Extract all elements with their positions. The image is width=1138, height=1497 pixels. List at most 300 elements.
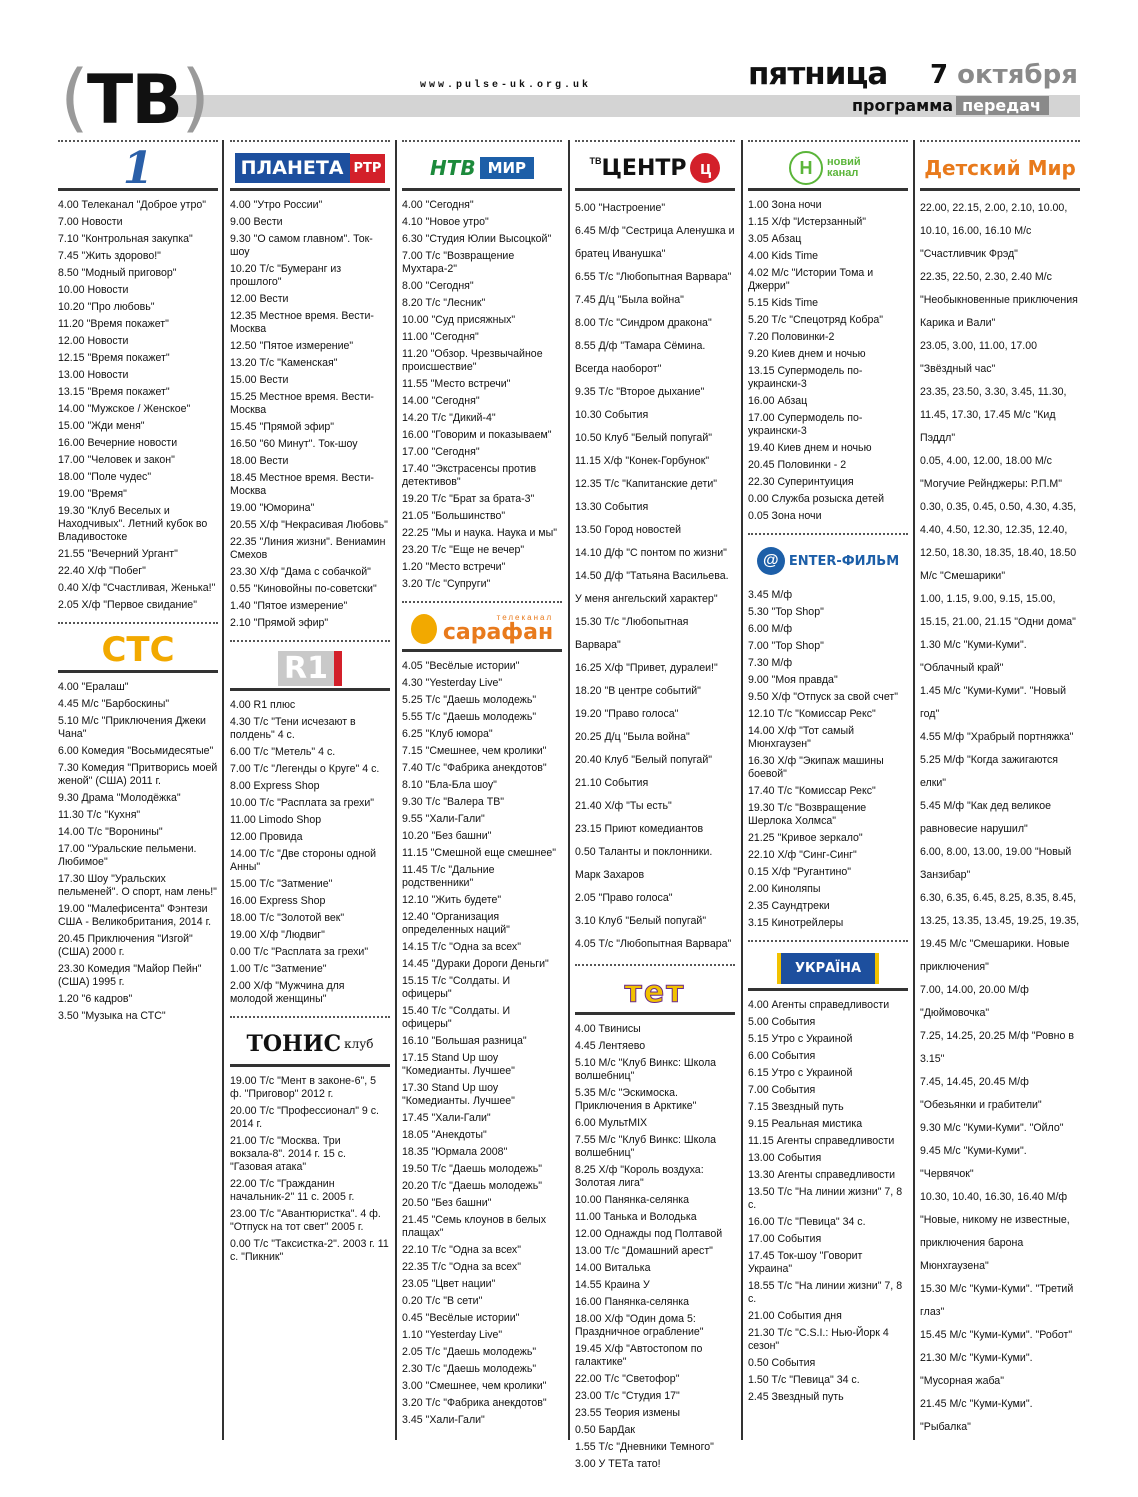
list-item: 16.00 Абзац bbox=[748, 395, 808, 407]
list-item: 14.00 Виталька bbox=[575, 1262, 651, 1274]
list-item: 1.00, 1.15, 9.00, 9.15, 15.00, 15.15, 21.00, 21.15 "Одни дома" bbox=[920, 593, 1076, 628]
list-item: 0.15 Х/ф "Ругантино" bbox=[748, 866, 851, 878]
channel-logo-perviy bbox=[58, 142, 218, 194]
channel-logo-planeta bbox=[230, 148, 390, 191]
list-item: 8.10 "Бла-Бла шоу" bbox=[402, 779, 497, 791]
list-item: 4.00 "Ералаш" bbox=[58, 681, 129, 693]
list-item: 10.00 Новости bbox=[58, 284, 129, 296]
list-item: 4.00 R1 плюс bbox=[230, 699, 296, 711]
list-item: 5.45 М/ф "Как дед великое равновесие нарушил" bbox=[920, 800, 1052, 835]
list-item: 3.20 Т/с "Фабрика анекдотов" bbox=[402, 1397, 547, 1409]
list-item: 7.00 "Top Shop" bbox=[748, 640, 824, 652]
list-item: 11.55 "Место встречи" bbox=[402, 378, 511, 390]
list-item: 10.30 События bbox=[575, 409, 649, 421]
r1-logo-text: R1 bbox=[278, 651, 342, 686]
list-item: 17.40 "Экстрасенсы против детективов" bbox=[402, 463, 537, 488]
list-item: 13.20 Т/с "Каменская" bbox=[230, 357, 338, 369]
list-item: 4.55 М/ф "Храбрый портняжка" bbox=[920, 731, 1074, 743]
list-item: 23.35, 23.50, 3.30, 3.45, 11.30, 11.45, 17.30, 17.45 М/с "Кид Пэддл" bbox=[920, 386, 1067, 444]
list-item: 5.10 М/с "Приключения Джеки Чана" bbox=[58, 715, 206, 740]
list-item: 7.15 Звездный путь bbox=[748, 1101, 844, 1113]
list-item: 2.00 Киноляпы bbox=[748, 883, 821, 895]
list-item: 4.05 Т/с "Любопытная Варвара" bbox=[575, 938, 732, 950]
list-item: 5.25 М/ф "Когда зажигаются елки" bbox=[920, 754, 1058, 789]
planeta-logo-text: ПЛАНЕТА bbox=[235, 153, 350, 183]
list-item: 6.00 М/ф bbox=[748, 623, 793, 635]
list-item: 7.20 Половинки-2 bbox=[748, 331, 835, 343]
list-item: 13.15 "Время покажет" bbox=[58, 386, 170, 398]
list-item: 23.00 Т/с "Студия 17" bbox=[575, 1390, 680, 1402]
list-item: 9.15 Реальная мистика bbox=[748, 1118, 863, 1130]
list-item: 9.50 Х/ф "Отпуск за свой счет" bbox=[748, 691, 898, 703]
list-item: 20.40 Клуб "Белый попугай" bbox=[575, 754, 713, 766]
channel-logo-sarafan bbox=[402, 609, 562, 652]
sts-logo-text: СТС bbox=[101, 630, 175, 670]
list-item: 2.45 Звездный путь bbox=[748, 1391, 844, 1403]
list-item: 3.45 "Хали-Гали" bbox=[402, 1414, 485, 1426]
list-item: 16.00 "Говорим и показываем" bbox=[402, 429, 552, 441]
list-item: 3.50 "Музыка на СТС" bbox=[58, 1010, 166, 1022]
list-item: 23.55 Теория измены bbox=[575, 1407, 681, 1419]
centr-circle-icon: ц bbox=[690, 153, 720, 183]
list-item: 7.55 М/с "Клуб Винкс: Школа волшебниц" bbox=[575, 1134, 717, 1159]
detskiy-mir-logo-text: Детский Мир bbox=[924, 156, 1076, 180]
list-item: 20.00 Т/с "Профессионал" 9 с. 2014 г. bbox=[230, 1105, 379, 1130]
column-planeta bbox=[230, 140, 390, 1440]
list-item: 21.25 "Кривое зеркало" bbox=[748, 832, 863, 844]
list-item: 14.20 Т/с "Дикий-4" bbox=[402, 412, 496, 424]
list-item: 19.00 Т/с "Мент в законе-6", 5 ф. "Приговор" 2012 г. bbox=[230, 1075, 377, 1100]
list-item: 18.00 "Поле чудес" bbox=[58, 471, 152, 483]
list-item: 0.05, 4.00, 12.00, 18.00 М/с "Могучие Рейнджеры: Р.П.М" bbox=[920, 455, 1062, 490]
list-item: 7.45 "Жить здорово!" bbox=[58, 250, 161, 262]
list-item: 9.30 Драма "Молодёжка" bbox=[58, 792, 181, 804]
list-item: 4.45 Лентяево bbox=[575, 1040, 646, 1052]
list-item: 23.15 Приют комедиантов bbox=[575, 823, 704, 835]
list-item: 21.45 "Семь клоунов в белых плащах" bbox=[402, 1214, 547, 1239]
list-item: 23.20 Т/с "Еще не вечер" bbox=[402, 544, 525, 556]
list-item: 6.15 Утро с Украиной bbox=[748, 1067, 853, 1079]
list-item: 7.45 Д/ц "Была война" bbox=[575, 294, 684, 306]
list-item: 13.15 Супермодель по-украински-3 bbox=[748, 365, 863, 390]
list-item: 16.30 Х/ф "Экипаж машины боевой" bbox=[748, 755, 884, 780]
list-item: 22.10 Т/с "Одна за всех" bbox=[402, 1244, 521, 1256]
tv-centr-logo-text: ЦЕНТР bbox=[601, 155, 687, 181]
list-item: 2.35 Саундтреки bbox=[748, 900, 830, 912]
perviy-logo-text: 1 bbox=[122, 142, 154, 194]
list-item: 13.30 Агенты справедливости bbox=[748, 1169, 896, 1181]
list-item: 20.45 Половинки - 2 bbox=[748, 459, 847, 471]
list-item: 17.30 Stand Up шоу "Комедианты. Лучшее" bbox=[402, 1082, 515, 1107]
noviy-circle-icon: Н bbox=[789, 151, 823, 185]
list-item: 10.20 Т/с "Бумеранг из прошлого" bbox=[230, 263, 342, 288]
schedule-list-planeta bbox=[230, 197, 390, 632]
list-item: 17.00 "Сегодня" bbox=[402, 446, 480, 458]
schedule-list-sts bbox=[58, 679, 218, 1025]
list-item: 7.00 Новости bbox=[58, 216, 123, 228]
list-item: 3.00 "Смешнее, чем кролики" bbox=[402, 1380, 547, 1392]
list-item: 17.00 Супермодель по-украински-3 bbox=[748, 412, 863, 437]
list-item: 14.00 "Сегодня" bbox=[402, 395, 480, 407]
list-item: 19.00 Х/ф "Людвиг" bbox=[230, 929, 325, 941]
list-item: 1.20 "6 кадров" bbox=[58, 993, 133, 1005]
list-item: 9.55 "Хали-Гали" bbox=[402, 813, 485, 825]
list-item: 21.40 Х/ф "Ты есть" bbox=[575, 800, 672, 812]
list-item: 5.30 "Top Shop" bbox=[748, 606, 824, 618]
list-item: 10.50 Клуб "Белый попугай" bbox=[575, 432, 713, 444]
list-item: 15.15 Т/с "Солдаты. И офицеры" bbox=[402, 975, 511, 1000]
list-item: 13.50 Т/с "На линии жизни" 7, 8 с. bbox=[748, 1186, 903, 1211]
list-item: 7.40 Т/с "Фабрика анекдотов" bbox=[402, 762, 547, 774]
list-item: 1.40 "Пятое измерение" bbox=[230, 600, 348, 612]
list-item: 17.00 "Уральские пельмени. Любимое" bbox=[58, 843, 197, 868]
date-label: 7 октября bbox=[930, 60, 1078, 90]
list-item: 5.15 Kids Time bbox=[748, 297, 819, 309]
list-item: 12.15 "Время покажет" bbox=[58, 352, 170, 364]
list-item: 12.35 Местное время. Вести-Москва bbox=[230, 310, 374, 335]
list-item: 5.55 Т/с "Даешь молодежь" bbox=[402, 711, 537, 723]
list-item: 11.20 "Время покажет" bbox=[58, 318, 169, 330]
tet-logo-text: тет bbox=[624, 974, 686, 1010]
list-item: 21.55 "Вечерний Ургант" bbox=[58, 548, 178, 560]
list-item: 2.10 "Прямой эфир" bbox=[230, 617, 329, 629]
sarafan-logo-sub: телеканал bbox=[496, 613, 554, 622]
list-item: 16.00 Вечерние новости bbox=[58, 437, 178, 449]
list-item: 11.45 Т/с "Дальние родственники" bbox=[402, 864, 495, 889]
list-item: 7.00, 14.00, 20.00 М/ф "Дюймовочка" bbox=[920, 984, 1029, 1019]
list-item: 16.00 Т/с "Певица" 34 с. bbox=[748, 1216, 866, 1228]
list-item: 18.05 "Анекдоты" bbox=[402, 1129, 487, 1141]
list-item: 0.50 События bbox=[748, 1357, 816, 1369]
list-item: 9.30 "О самом главном". Ток-шоу bbox=[230, 233, 373, 258]
column-divider bbox=[222, 140, 224, 1440]
list-item: 3.05 Абзац bbox=[748, 233, 802, 245]
list-item: 5.00 "Настроение" bbox=[575, 202, 666, 214]
list-item: 4.30 "Yesterday Live" bbox=[402, 677, 503, 689]
list-item: 18.00 Х/ф "Один дома 5: Праздничное ограбление" bbox=[575, 1313, 704, 1338]
list-item: 23.05 "Цвет нации" bbox=[402, 1278, 496, 1290]
list-item: 5.35 М/с "Эскимоска. Приключения в Арктике" bbox=[575, 1087, 697, 1112]
list-item: 22.00, 22.15, 2.00, 2.10, 10.00, 10.10, 16.00, 16.10 М/с "Счастливчик Фрэд" bbox=[920, 202, 1068, 260]
list-item: 19.00 "Юморина" bbox=[230, 502, 315, 514]
channel-logo-tet bbox=[575, 972, 735, 1015]
list-item: 22.35 Т/с "Одна за всех" bbox=[402, 1261, 521, 1273]
column-divider bbox=[568, 140, 570, 1440]
list-item: 14.15 Т/с "Одна за всех" bbox=[402, 941, 521, 953]
list-item: 0.55 "Киновойны по-советски" bbox=[230, 583, 377, 595]
column-noviy-kanal bbox=[748, 140, 908, 1440]
list-item: 21.00 Т/с "Москва. Три вокзала-8". 2014 г. 15 с. "Газовая атака" bbox=[230, 1135, 346, 1173]
list-item: 19.20 Т/с "Брат за брата-3" bbox=[402, 493, 535, 505]
list-item: 19.00 "Малефисента" Фэнтези США - Великобритания, 2014 г. bbox=[58, 903, 212, 928]
schedule-list-enter-film bbox=[748, 587, 908, 932]
list-item: 0.50 Таланты и поклонники. Марк Захаров bbox=[575, 846, 713, 881]
list-item: 15.00 "Жди меня" bbox=[58, 420, 145, 432]
list-item: 23.00 Т/с "Авантюристка". 4 ф. "Отпуск на тот свет" 2005 г. bbox=[230, 1208, 381, 1233]
list-item: 4.00 "Сегодня" bbox=[402, 199, 474, 211]
schedule-list-tonis bbox=[230, 1073, 390, 1266]
list-item: 11.15 Агенты справедливости bbox=[748, 1135, 895, 1147]
list-item: 17.15 Stand Up шоу "Комедианты. Лучшее" bbox=[402, 1052, 515, 1077]
list-item: 13.00 Т/с "Домашний арест" bbox=[575, 1245, 713, 1257]
enter-film-circle-icon: @ bbox=[757, 547, 785, 575]
column-perviy bbox=[58, 140, 218, 1440]
list-item: 18.20 "В центре событий" bbox=[575, 685, 701, 697]
list-item: 8.50 "Модный приговор" bbox=[58, 267, 177, 279]
list-item: 9.45 М/с "Куми-Куми". "Червячок" bbox=[920, 1145, 1027, 1180]
list-item: 17.00 "Человек и закон" bbox=[58, 454, 175, 466]
list-item: 15.00 Вести bbox=[230, 374, 289, 386]
list-item: 22.40 Х/ф "Побег" bbox=[58, 565, 146, 577]
list-item: 8.20 Т/с "Лесник" bbox=[402, 297, 486, 309]
list-item: 20.20 Т/с "Даешь молодежь" bbox=[402, 1180, 543, 1192]
list-item: 21.45 М/с "Куми-Куми". "Рыбалка" bbox=[920, 1398, 1033, 1433]
list-item: 2.05 "Право голоса" bbox=[575, 892, 673, 904]
column-detskiy-mir bbox=[920, 140, 1080, 1440]
list-item: 7.30 Комедия "Притворись моей женой" (США) 2011 г. bbox=[58, 762, 218, 787]
list-item: 5.10 М/с "Клуб Винкс: Школа волшебниц" bbox=[575, 1057, 717, 1082]
list-item: 9.35 Т/с "Второе дыхание" bbox=[575, 386, 705, 398]
list-item: 10.20 "Про любовь" bbox=[58, 301, 155, 313]
list-item: 21.30 Т/с "C.S.I.: Нью-Йорк 4 сезон" bbox=[748, 1327, 889, 1352]
list-item: 10.00 "Суд присяжных" bbox=[402, 314, 516, 326]
list-item: 19.50 Т/с "Даешь молодежь" bbox=[402, 1163, 543, 1175]
list-item: 19.30 "Клуб Веселых и Находчивых". Летний кубок во Владивостоке bbox=[58, 505, 208, 543]
list-item: 16.25 Х/ф "Привет, дуралеи!" bbox=[575, 662, 718, 674]
list-item: 2.30 Т/с "Даешь молодежь" bbox=[402, 1363, 537, 1375]
channel-logo-enter-film bbox=[748, 541, 908, 581]
schedule-list-tv-centr bbox=[575, 197, 735, 956]
list-item: 11.00 Limodo Shop bbox=[230, 814, 322, 826]
list-item: 19.00 "Время" bbox=[58, 488, 127, 500]
day-title: пятница bbox=[748, 56, 888, 92]
list-item: 8.00 Express Shop bbox=[230, 780, 320, 792]
list-item: 8.25 Х/ф "Король воздуха: Золотая лига" bbox=[575, 1164, 704, 1189]
list-item: 15.45 "Прямой эфир" bbox=[230, 421, 335, 433]
list-item: 7.00 Т/с "Возвращение Мухтара-2" bbox=[402, 250, 515, 275]
channel-logo-sts bbox=[58, 630, 218, 673]
channel-logo-tv-centr bbox=[575, 148, 735, 191]
list-item: 3.00 У ТЕТа тато! bbox=[575, 1458, 661, 1470]
list-item: 0.00 Служба розыска детей bbox=[748, 493, 885, 505]
channel-logo-ntv-mir bbox=[402, 148, 562, 191]
channel-logo-ukraina bbox=[748, 948, 908, 991]
list-item: 2.05 Т/с "Даешь молодежь" bbox=[402, 1346, 537, 1358]
list-item: 4.00 Телеканал "Доброе утро" bbox=[58, 199, 207, 211]
list-item: 13.00 Новости bbox=[58, 369, 129, 381]
list-item: 13.30 События bbox=[575, 501, 649, 513]
schedule-list-tet bbox=[575, 1021, 735, 1473]
list-item: 5.20 Т/с "Спецотряд Кобра" bbox=[748, 314, 884, 326]
list-item: 14.00 Х/ф "Тот самый Мюнхгаузен" bbox=[748, 725, 854, 750]
list-item: 10.20 "Без башни" bbox=[402, 830, 492, 842]
sarafan-drop-icon bbox=[411, 614, 437, 644]
list-item: 9.30 Т/с "Валера ТВ" bbox=[402, 796, 505, 808]
rtr-logo-text: РТР bbox=[350, 154, 386, 183]
list-item: 15.40 Т/с "Солдаты. И офицеры" bbox=[402, 1005, 511, 1030]
list-item: 23.30 Комедия "Майор Пейн" (США) 1995 г. bbox=[58, 963, 202, 988]
schedule-list-ukraina bbox=[748, 997, 908, 1406]
list-item: 9.30 М/с "Куми-Куми". "Ойло" bbox=[920, 1122, 1064, 1134]
list-item: 12.00 Провида bbox=[230, 831, 303, 843]
list-item: 6.55 Т/с "Любопытная Варвара" bbox=[575, 271, 732, 283]
channel-logo-noviy bbox=[748, 148, 908, 191]
list-item: 6.25 "Клуб юмора" bbox=[402, 728, 493, 740]
list-item: 8.55 Д/ф "Тамара Сёмина. Всегда наоборот" bbox=[575, 340, 706, 375]
list-item: 1.45 М/с "Куми-Куми". "Новый год" bbox=[920, 685, 1067, 720]
list-item: 21.05 "Большинство" bbox=[402, 510, 506, 522]
list-item: 8.00 Т/с "Синдром дракона" bbox=[575, 317, 712, 329]
list-item: 7.10 "Контрольная закупка" bbox=[58, 233, 193, 245]
list-item: 13.50 Город новостей bbox=[575, 524, 682, 536]
list-item: 17.30 Шоу "Уральских пельменей". О спорт, нам лень!" bbox=[58, 873, 217, 898]
channel-logo-detskiy-mir bbox=[920, 148, 1080, 191]
list-item: 6.45 М/ф "Сестрица Аленушка и братец Иванушка" bbox=[575, 225, 735, 260]
list-item: 1.20 "Место встречи" bbox=[402, 561, 506, 573]
sarafan-logo-text: сарафан bbox=[442, 620, 554, 645]
list-item: 23.30 Х/ф "Дама с собачкой" bbox=[230, 566, 371, 578]
list-item: 12.10 Т/с "Комиссар Рекс" bbox=[748, 708, 876, 720]
list-item: 11.00 "Сегодня" bbox=[402, 331, 479, 343]
channel-logo-r1 bbox=[230, 648, 390, 691]
list-item: 4.00 "Утро России" bbox=[230, 199, 323, 211]
list-item: 16.00 Панянка-селянка bbox=[575, 1296, 690, 1308]
list-item: 6.30, 6.35, 6.45, 8.25, 8.35, 8.45, 13.25, 13.35, 13.45, 19.25, 19.35, 19.45 М/с "Смешарики. Новые приключения" bbox=[920, 892, 1080, 973]
list-item: 19.45 Х/ф "Автостопом по галактике" bbox=[575, 1343, 703, 1368]
list-item: 4.00 Kids Time bbox=[748, 250, 819, 262]
list-item: 9.20 Киев днем и ночью bbox=[748, 348, 866, 360]
list-item: 12.35 Т/с "Капитанские дети" bbox=[575, 478, 717, 490]
list-item: 17.45 "Хали-Гали" bbox=[402, 1112, 491, 1124]
programme-label: программа передач bbox=[852, 95, 1049, 117]
list-item: 4.45 М/с "Барбоскины" bbox=[58, 698, 170, 710]
list-item: 22.00 Т/с "Светофор" bbox=[575, 1373, 680, 1385]
list-item: 2.05 Х/ф "Первое свидание" bbox=[58, 599, 197, 611]
list-item: 1.00 Т/с "Затмение" bbox=[230, 963, 327, 975]
tonis-logo-sub: клуб bbox=[344, 1037, 374, 1051]
column-tv-centr bbox=[575, 140, 735, 1470]
list-item: 18.00 Т/с "Золотой век" bbox=[230, 912, 345, 924]
list-item: 0.20 Т/с "В сети" bbox=[402, 1295, 483, 1307]
list-item: 5.00 События bbox=[748, 1016, 816, 1028]
list-item: 21.10 События bbox=[575, 777, 649, 789]
list-item: 22.35 "Линия жизни". Вениамин Смехов bbox=[230, 536, 386, 561]
tv-logo: (ТВ) bbox=[60, 55, 208, 141]
list-item: 6.30 "Студия Юлии Высоцкой" bbox=[402, 233, 552, 245]
list-item: 3.15 Кинотрейлеры bbox=[748, 917, 844, 929]
list-item: 4.10 "Новое утро" bbox=[402, 216, 489, 228]
site-url[interactable]: www.pulse-uk.org.uk bbox=[420, 80, 592, 91]
list-item: 7.15 "Смешнее, чем кролики" bbox=[402, 745, 547, 757]
column-divider bbox=[741, 140, 743, 1440]
list-item: 18.45 Местное время. Вести-Москва bbox=[230, 472, 374, 497]
noviy-logo-text: новий канал bbox=[827, 156, 861, 179]
list-item: 14.45 "Дураки Дороги Деньги" bbox=[402, 958, 549, 970]
list-item: 8.00 "Сегодня" bbox=[402, 280, 474, 292]
column-divider bbox=[913, 140, 915, 1440]
list-item: 0.00 Т/с "Расплата за грехи" bbox=[230, 946, 369, 958]
list-item: 20.55 Х/ф "Некрасивая Любовь" bbox=[230, 519, 388, 531]
list-item: 12.50 "Пятое измерение" bbox=[230, 340, 354, 352]
schedule-list-detskiy-mir bbox=[920, 197, 1080, 1439]
list-item: 3.20 Т/с "Супруги" bbox=[402, 578, 491, 590]
list-item: 9.00 Вести bbox=[230, 216, 283, 228]
list-item: 4.05 "Весёлые истории" bbox=[402, 660, 520, 672]
list-item: 2.00 Х/ф "Мужчина для молодой женщины" bbox=[230, 980, 345, 1005]
list-item: 7.45, 14.45, 20.45 М/ф "Обезьянки и грабители" bbox=[920, 1076, 1042, 1111]
list-item: 22.10 Х/ф "Синг-Синг" bbox=[748, 849, 857, 861]
list-item: 17.40 Т/с "Комиссар Рекс" bbox=[748, 785, 876, 797]
list-item: 14.55 Краина У bbox=[575, 1279, 650, 1291]
list-item: 22.00 Т/с "Гражданин начальник-2" 11 с. 2005 г. bbox=[230, 1178, 355, 1203]
list-item: 11.20 "Обзор. Чрезвычайное происшествие" bbox=[402, 348, 543, 373]
list-item: 1.30 М/с "Куми-Куми". "Облачный край" bbox=[920, 639, 1027, 674]
list-item: 12.00 Однажды под Полтавой bbox=[575, 1228, 723, 1240]
column-ntv-mir bbox=[402, 140, 562, 1440]
list-item: 14.10 Д/ф "С понтом по жизни" bbox=[575, 547, 727, 559]
list-item: 11.30 Т/с "Кухня" bbox=[58, 809, 141, 821]
page-header bbox=[0, 0, 1138, 140]
list-item: 12.10 "Жить будете" bbox=[402, 894, 502, 906]
list-item: 15.00 Т/с "Затмение" bbox=[230, 878, 333, 890]
list-item: 15.30 М/с "Куми-Куми". "Третий глаз" bbox=[920, 1283, 1074, 1318]
list-item: 1.55 Т/с "Дневники Темного" bbox=[575, 1441, 714, 1453]
list-item: 18.00 Вести bbox=[230, 455, 289, 467]
list-item: 7.25, 14.25, 20.25 М/ф "Ровно в 3.15" bbox=[920, 1030, 1074, 1065]
list-item: 1.10 "Yesterday Live" bbox=[402, 1329, 503, 1341]
list-item: 18.35 "Юрмала 2008" bbox=[402, 1146, 508, 1158]
list-item: 12.40 "Организация определенных наций" bbox=[402, 911, 510, 936]
list-item: 4.00 Агенты справедливости bbox=[748, 999, 890, 1011]
list-item: 20.50 "Без башни" bbox=[402, 1197, 492, 1209]
list-item: 12.00 Новости bbox=[58, 335, 129, 347]
list-item: 17.45 Ток-шоу "Говорит Украина" bbox=[748, 1250, 863, 1275]
list-item: 1.50 Т/с "Певица" 34 с. bbox=[748, 1374, 860, 1386]
list-item: 12.00 Вести bbox=[230, 293, 289, 305]
column-divider bbox=[395, 140, 397, 1440]
schedule-list-ntv-mir bbox=[402, 197, 562, 593]
ukraina-logo-text: УКРАЇНА bbox=[777, 953, 879, 984]
list-item: 6.00 События bbox=[748, 1050, 816, 1062]
enter-film-logo-text: ENTER-ФИЛЬМ bbox=[788, 553, 900, 569]
list-item: 0.00 Т/с "Таксистка-2". 2003 г. 11 с. "Пикник" bbox=[230, 1238, 389, 1263]
list-item: 22.35, 22.50, 2.30, 2.40 М/с "Необыкновенные приключения Карика и Вали" bbox=[920, 271, 1078, 329]
list-item: 0.30, 0.35, 0.45, 0.50, 4.30, 4.35, 4.40, 4.50, 12.30, 12.35, 12.40, 12.50, 18.30, 18.35, 18.40, 18.50 М/с "Смешарики" bbox=[920, 501, 1077, 582]
list-item: 0.05 Зона ночи bbox=[748, 510, 822, 522]
list-item: 3.45 М/ф bbox=[748, 589, 793, 601]
list-item: 14.00 Т/с "Воронины" bbox=[58, 826, 163, 838]
list-item: 1.15 Х/ф "Истерзанный" bbox=[748, 216, 867, 228]
list-item: 5.15 Утро с Украиной bbox=[748, 1033, 853, 1045]
list-item: 21.30 М/с "Куми-Куми". "Мусорная жаба" bbox=[920, 1352, 1033, 1387]
list-item: 4.00 Твинисы bbox=[575, 1023, 641, 1035]
list-item: 15.25 Местное время. Вести-Москва bbox=[230, 391, 374, 416]
tv-centr-sub: ТВ bbox=[589, 156, 602, 166]
list-item: 18.55 Т/с "На линии жизни" 7, 8 с. bbox=[748, 1280, 903, 1305]
list-item: 22.25 "Мы и наука. Наука и мы" bbox=[402, 527, 557, 539]
list-item: 20.25 Д/ц "Была война" bbox=[575, 731, 690, 743]
list-item: 11.00 Танька и Володька bbox=[575, 1211, 697, 1223]
list-item: 21.00 События дня bbox=[748, 1310, 842, 1322]
list-item: 20.45 Приключения "Изгой" (США) 2000 г. bbox=[58, 933, 193, 958]
channel-logo-tonis bbox=[230, 1024, 390, 1067]
list-item: 23.05, 3.00, 11.00, 17.00 "Звёздный час" bbox=[920, 340, 1038, 375]
list-item: 9.00 "Моя правда" bbox=[748, 674, 838, 686]
list-item: 6.00 МультМIX bbox=[575, 1117, 648, 1129]
list-item: 19.30 Т/с "Возвращение Шерлока Холмса" bbox=[748, 802, 867, 827]
list-item: 10.00 Панянка-селянка bbox=[575, 1194, 690, 1206]
tonis-logo-text: ТОНИС bbox=[246, 1031, 342, 1057]
